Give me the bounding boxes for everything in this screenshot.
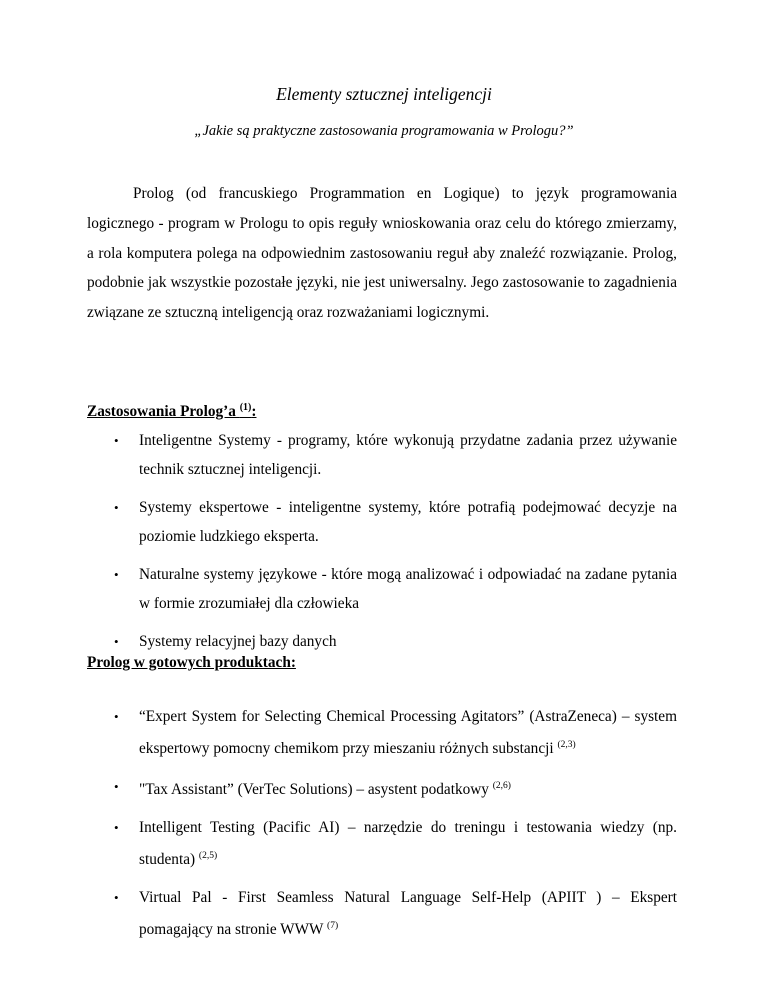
list-item-text: Inteligentne Systemy - programy, które wykonują przydatne zadania przez używanie technik sztucznej inteligencji. bbox=[139, 432, 677, 478]
list-item bbox=[87, 813, 677, 874]
section-heading-text: Zastosowania Prolog’a bbox=[87, 403, 240, 421]
bullet-icon: • bbox=[114, 709, 119, 724]
bullet-icon: • bbox=[114, 433, 119, 448]
reference-marker: (2,6) bbox=[492, 781, 511, 792]
list-item bbox=[87, 883, 677, 944]
applications-list bbox=[87, 426, 677, 665]
bullet-icon: • bbox=[114, 500, 119, 515]
reference-marker: (7) bbox=[327, 921, 339, 932]
section-heading-applications bbox=[87, 402, 256, 421]
list-item bbox=[87, 772, 677, 804]
list-item bbox=[87, 560, 677, 618]
products-list bbox=[87, 702, 677, 953]
section-heading-products: Prolog w gotowych produktach: bbox=[87, 654, 296, 671]
list-item-text: Virtual Pal - First Seamless Natural Language Self-Help (APIIT ) – Ekspert pomagający na stronie WWW bbox=[139, 889, 677, 939]
intro-paragraph: Prolog (od francuskiego Programmation en Logique) to język programowania logicznego - program w Prologu to opis reguły wnioskowania oraz celu do którego zmierzamy, a rola komputera polega na odpowiednim zastosowaniu reguł aby znaleźć rozwiązanie. Prolog, podobnie jak wszystkie pozostałe języki, nie jest uniwersalny. Jego zastosowanie to zagadnienia związane ze sztuczną inteligencją oraz rozważaniami logicznymi. bbox=[87, 185, 677, 322]
list-item-text: Systemy relacyjnej bazy danych bbox=[139, 633, 337, 650]
document-subtitle: „Jakie są praktyczne zastosowania programowania w Prologu?” bbox=[194, 123, 574, 139]
list-item bbox=[87, 702, 677, 763]
bullet-icon: • bbox=[114, 890, 119, 906]
heading-colon: : bbox=[251, 403, 257, 421]
list-item-text: Naturalne systemy językowe - które mogą analizować i odpowiadać na zadane pytania w formie zrozumiałej dla człowieka bbox=[139, 566, 677, 612]
document-title: Elementy sztucznej inteligencji bbox=[276, 84, 492, 104]
bullet-icon: • bbox=[114, 820, 119, 836]
list-item-text: Systemy ekspertowe - inteligentne systemy, które potrafią podejmować decyzje na poziomie ludzkiego eksperta. bbox=[139, 499, 677, 545]
list-item bbox=[87, 493, 677, 551]
list-item-text: "Tax Assistant” (VerTec Solutions) – asystent podatkowy bbox=[139, 781, 493, 799]
bullet-icon: • bbox=[114, 634, 119, 649]
list-item-text: Intelligent Testing (Pacific AI) – narzędzie do treningu i testowania wiedzy (np. studenta) bbox=[139, 819, 677, 869]
bullet-icon: • bbox=[114, 567, 119, 582]
list-item-text: “Expert System for Selecting Chemical Processing Agitators” (AstraZeneca) – system ekspertowy pomocny chemikom przy mieszaniu różnych substancji bbox=[139, 708, 677, 758]
reference-marker: (2,5) bbox=[198, 851, 218, 862]
list-item bbox=[87, 426, 677, 484]
list-item bbox=[87, 627, 677, 656]
reference-marker: (1) bbox=[239, 402, 252, 413]
bullet-icon: • bbox=[114, 779, 119, 795]
reference-marker: (2,3) bbox=[557, 740, 576, 750]
